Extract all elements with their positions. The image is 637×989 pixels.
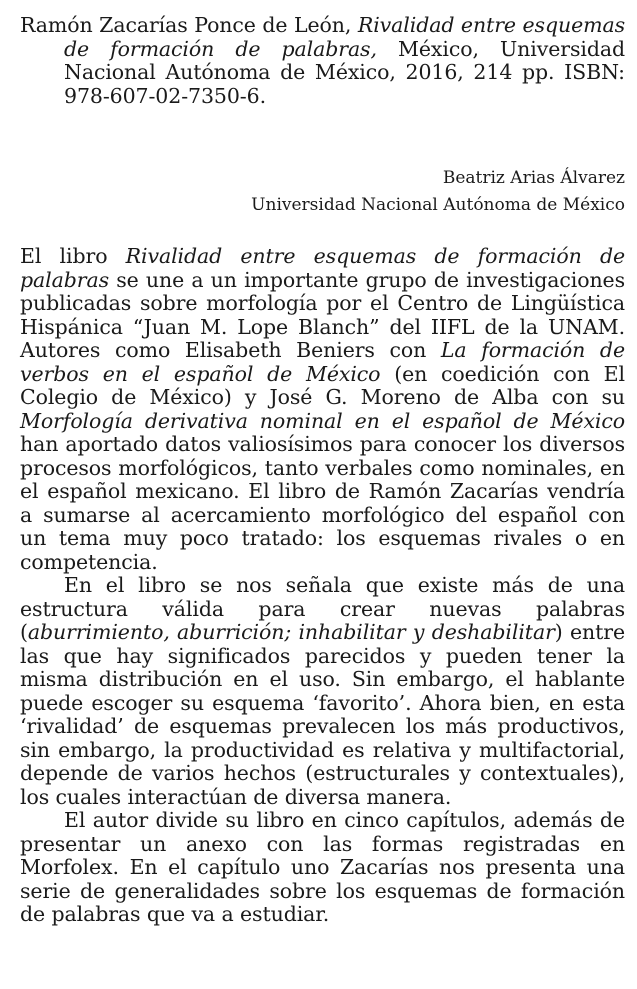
book-citation (20, 14, 625, 108)
reviewer-byline (20, 165, 625, 219)
paragraph-1-italic-2: La formación de verbos en el español de México (20, 338, 625, 386)
reviewer-name: Beatriz Arias Álvarez (442, 168, 625, 188)
paragraph-1 (20, 245, 625, 574)
paragraph-2-italic-1: aburrimiento, aburrición; inhabilitar y deshabilitar (27, 620, 555, 644)
paragraph-2-text-1: En el libro se nos señala que existe más de una estructura válida para crear nuevas palabras ( (20, 573, 625, 644)
paragraph-1-italic-3: Morfología derivativa nominal en el español de México (20, 408, 625, 433)
paragraph-1-italic-1: Rivalidad entre esquemas de formación de palabras (20, 244, 626, 292)
citation-author: Ramón Zacarías Ponce de León, (20, 13, 358, 37)
review-body (20, 245, 625, 927)
paragraph-3-text-1: El autor divide su libro en cinco capítulos, además de presentar un anexo con las formas registradas en Morfolex. En el capítulo uno Zacarías nos presenta una serie de generalidades sobre los esquemas de formación de palabras que va a estudiar. (20, 808, 625, 926)
paragraph-1-text-3: (en coedición con El Colegio de México) y José G. Moreno de Alba con su (20, 361, 625, 409)
reviewer-affiliation: Universidad Nacional Autónoma de México (251, 195, 625, 215)
review-page (20, 14, 625, 927)
paragraph-2-text-2: ) entre las que hay significados parecidos y pueden tener la misma distribución en el uso. Sin embargo, el hablante puede escoger su esquema ‘favorito’. Ahora bien, en esta ‘rivalidad’ de esquemas prevalecen los más productivos, sin embargo, la productividad es relativa y multifactorial, depende de varios hechos (estructurales y contextuales), los cuales interactúan de diversa manera. (20, 620, 625, 809)
paragraph-3 (20, 809, 625, 927)
paragraph-1-text-2: se une a un importante grupo de investigaciones publicadas sobre morfología por el Centro de Lingüística Hispánica “Juan M. Lope Blanch” del IIFL de la UNAM. Autores como Elisabeth Beniers con (20, 267, 625, 362)
citation-publication: México, Universidad Nacional Autónoma de México, 2016, 214 pp. ISBN: 978-607-02-7350-6. (64, 36, 625, 108)
citation-title: Rivalidad entre esquemas de formación de palabras, (64, 13, 625, 61)
paragraph-2 (20, 574, 625, 809)
paragraph-1-text-1: El libro (20, 244, 126, 268)
paragraph-1-text-4: han aportado datos valiosísimos para conocer los diversos procesos morfológicos, tanto verbales como nominales, en el español mexicano. El libro de Ramón Zacarías vendría a sumarse al acercamiento morfológico del español con un tema muy poco tratado: los esquemas rivales o en competencia. (20, 432, 625, 574)
